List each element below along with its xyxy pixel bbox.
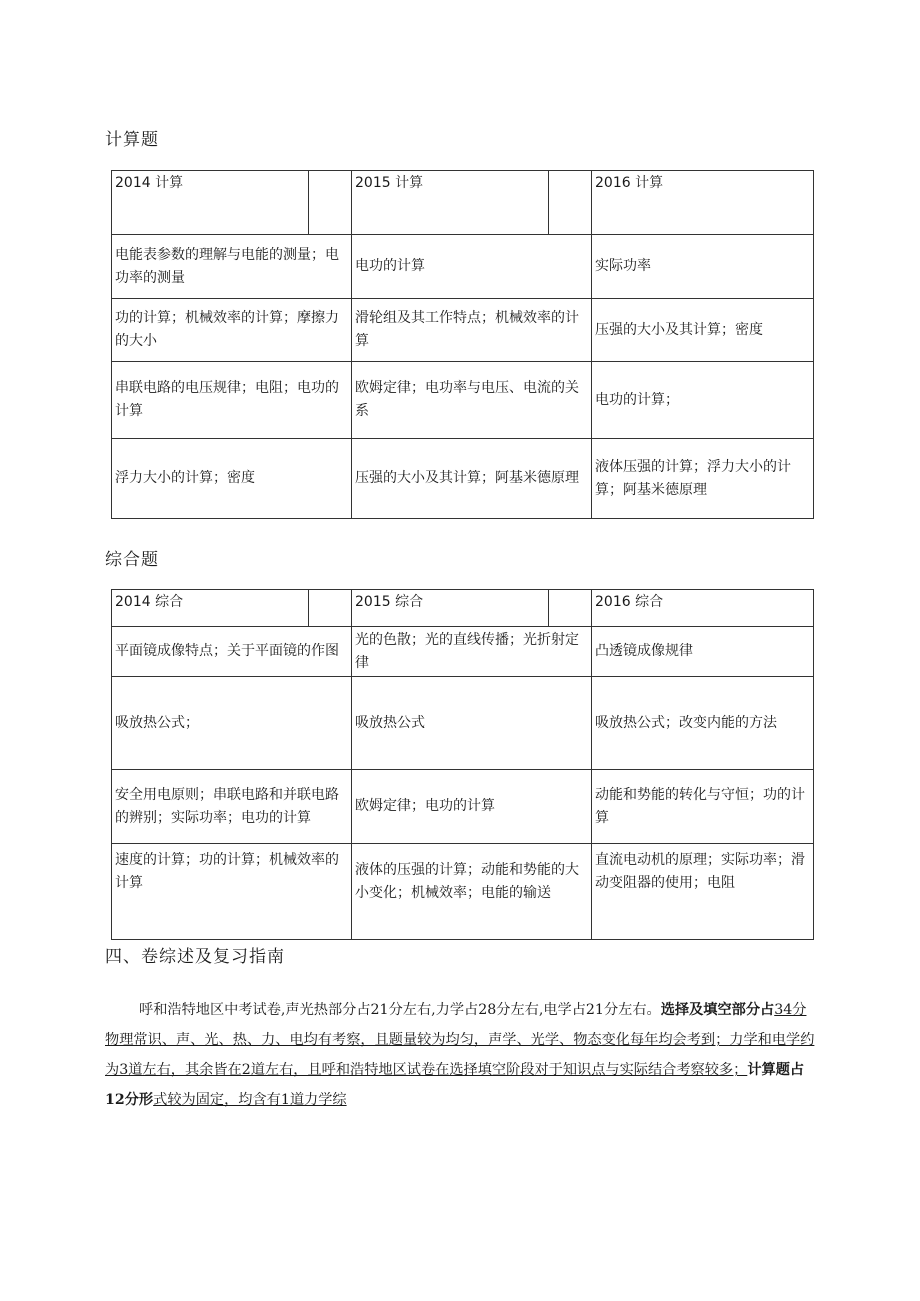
spacer-cell	[549, 590, 592, 627]
table-cell: 压强的大小及其计算；密度	[592, 299, 814, 362]
header-2016: 2016 综合	[592, 590, 814, 627]
paragraph-bold-text: 选择及填空部分占	[660, 1002, 775, 1018]
header-2014: 2014 计算	[112, 171, 309, 235]
review-paragraph	[105, 995, 817, 1115]
table-cell: 滑轮组及其工作特点；机械效率的计算	[352, 299, 592, 362]
comp-table	[111, 589, 814, 940]
table-cell: 电功的计算；	[592, 362, 814, 439]
table-cell: 压强的大小及其计算；阿基米德原理	[352, 439, 592, 519]
table-cell: 浮力大小的计算；密度	[112, 439, 352, 519]
spacer-cell	[309, 590, 352, 627]
table-row	[112, 844, 814, 940]
header-2015: 2015 综合	[352, 590, 549, 627]
table-cell: 吸放热公式；改变内能的方法	[592, 677, 814, 770]
table-cell: 串联电路的电压规律；电阻；电功的计算	[112, 362, 352, 439]
table-cell: 欧姆定律；电功的计算	[352, 770, 592, 844]
table-row	[112, 439, 814, 519]
calc-section-title: 计算题	[105, 130, 159, 150]
table-cell: 液体压强的计算；浮力大小的计算；阿基米德原理	[592, 439, 814, 519]
paragraph-bold-text: 计算题占12分形	[105, 1062, 805, 1108]
table-cell: 光的色散；光的直线传播；光折射定律	[352, 627, 592, 677]
header-2015: 2015 计算	[352, 171, 549, 235]
spacer-cell	[309, 171, 352, 235]
section-four-title: 四、卷综述及复习指南	[105, 947, 285, 967]
table-row	[112, 627, 814, 677]
table-header-row	[112, 171, 814, 235]
table-row	[112, 770, 814, 844]
table-cell: 欧姆定律；电功率与电压、电流的关系	[352, 362, 592, 439]
calc-table	[111, 170, 814, 519]
table-cell: 平面镜成像特点；关于平面镜的作图	[112, 627, 352, 677]
paragraph-text: 呼和浩特地区中考试卷,声光热部分占21分左右,力学占28分左右,电学占21分左右。	[139, 1002, 661, 1018]
comp-section-title: 综合题	[105, 550, 159, 570]
table-row	[112, 362, 814, 439]
header-2016: 2016 计算	[592, 171, 814, 235]
table-cell: 速度的计算；功的计算；机械效率的计算	[112, 844, 352, 940]
table-cell: 电功的计算	[352, 235, 592, 299]
table-cell: 实际功率	[592, 235, 814, 299]
table-cell: 吸放热公式；	[112, 677, 352, 770]
table-row	[112, 235, 814, 299]
table-cell: 安全用电原则；串联电路和并联电路的辨别；实际功率；电功的计算	[112, 770, 352, 844]
table-row	[112, 677, 814, 770]
table-cell: 直流电动机的原理；实际功率；滑动变阻器的使用；电阻	[592, 844, 814, 940]
table-header-row	[112, 590, 814, 627]
spacer-cell	[549, 171, 592, 235]
table-cell: 动能和势能的转化与守恒；功的计算	[592, 770, 814, 844]
header-2014: 2014 综合	[112, 590, 309, 627]
paragraph-text: 34分物理常识、声、光、热、力、电均有考察，且题量较为均匀，声学、光学、物态变化每年均会考到；力学和电学约为3道左右，其余皆在2道左右，且呼和浩特地区试卷在选择填空阶段对于知识点与实际结合考察较多；	[105, 1002, 815, 1078]
table-cell: 电能表参数的理解与电能的测量；电功率的测量	[112, 235, 352, 299]
table-cell: 凸透镜成像规律	[592, 627, 814, 677]
paragraph-text: 式较为固定，均含有1道力学综	[153, 1092, 347, 1108]
table-cell: 液体的压强的计算；动能和势能的大小变化；机械效率；电能的输送	[352, 844, 592, 940]
table-cell: 吸放热公式	[352, 677, 592, 770]
table-row	[112, 299, 814, 362]
table-cell: 功的计算；机械效率的计算；摩擦力的大小	[112, 299, 352, 362]
